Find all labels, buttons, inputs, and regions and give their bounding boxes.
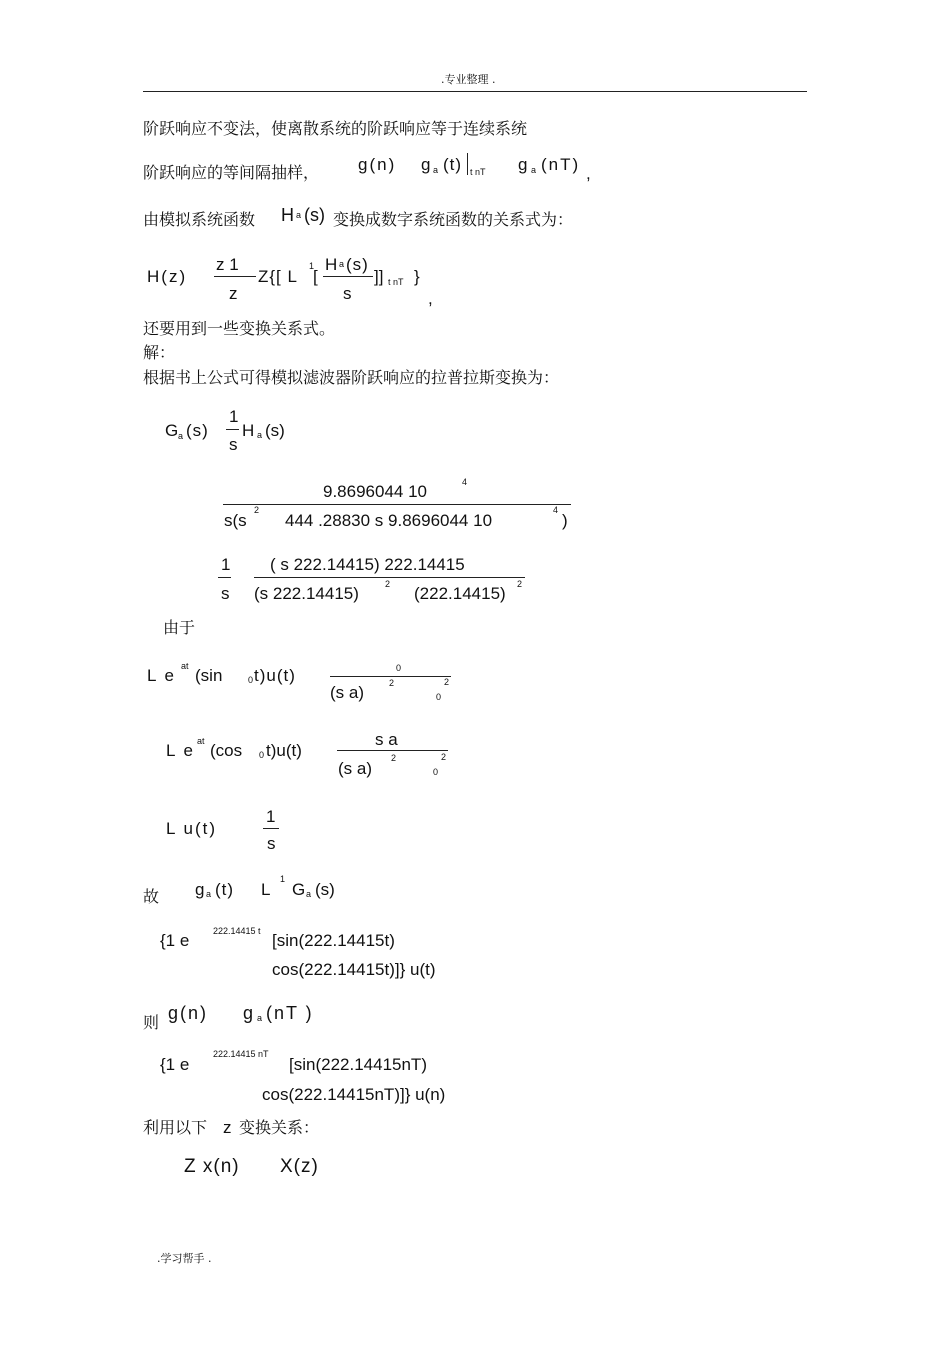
formula-bar-sub: t nT [470,167,486,177]
formula-L1-den: (s a) [330,683,364,702]
formula-f3-1: 1 [221,555,231,574]
formula-Ga-sub: a [178,431,184,441]
formula-ze-sub: a [257,1013,263,1023]
frac-line-big [223,504,571,505]
formula-ga-nT-arg: (nT) [541,155,581,174]
formula-d1-sup: 2 [254,505,260,515]
formula-L3-den: s [267,834,276,853]
formula-n1-sup: 4 [462,477,468,487]
formula-ga-nT: g [518,155,528,174]
formula-L1-num: 0 [396,663,402,673]
formula-Hz: H(z) [147,267,188,286]
formula-f3-denb: (222.14415) [414,584,506,603]
formula-Xz: X(z) [280,1156,319,1177]
formula-f3-dena: (s 222.14415) [254,584,359,603]
formula-ga-t-arg: (t) [443,155,463,174]
text-youyu: 由于 [163,618,196,637]
formula-ze-gn: g(n) [168,1003,209,1023]
formula-gu-arg: (t) [215,880,235,899]
text-line-7b: 变换关系： [239,1118,320,1137]
formula-L3-num: 1 [266,807,276,826]
frac-line-L2 [337,750,448,751]
frac-line-1s [226,429,239,430]
formula-z2: cos(222.14415nT)]} u(n) [262,1085,446,1104]
formula-z1b: [sin(222.14415nT) [289,1055,427,1074]
formula-f3-sup2: 2 [517,579,523,589]
formula-Zx: Z x(n) [184,1156,240,1177]
formula-ga-nT-sub: a [531,165,537,175]
formula-L3a: L u(t) [166,819,218,838]
formula-L2-0: 0 [259,750,265,760]
formula-d1b: 444 .28830 s 9.8696044 10 [285,511,493,530]
formula-Ga-arg: (s) [186,421,209,440]
frac-line-z [214,276,256,277]
formula-L2b: (cos [210,741,243,760]
header-rule [143,91,807,92]
formula-d1a: s(s [224,511,247,530]
page-header: .专业整理 . [441,73,496,86]
text-gu: 故 [143,887,160,906]
formula-s-den: s [343,284,352,303]
text-line-1: 阶跃响应不变法，使离散系统的阶跃响应等于连续系统 [143,119,528,138]
formula-L2-d0: 0 [433,767,439,777]
formula-gu-Ga: (s) [315,880,335,899]
formula-comma-2: , [428,289,433,308]
formula-L1c: t)u(t) [254,666,296,685]
formula-tnT: t nT [388,277,404,287]
formula-HaS-sub: a [339,259,345,269]
formula-g1-sup: 222.14415 t [213,926,261,936]
text-line-3a: 由模拟系统函数 [143,210,256,229]
formula-L1-d0: 0 [436,692,442,702]
formula-Ha-arg: (s) [304,205,325,225]
formula-L1-d2: 2 [389,678,395,688]
formula-g2: cos(222.14415t)]} u(t) [272,960,436,979]
formula-Ha: H [281,205,294,225]
formula-Ha-sub: a [296,210,302,220]
formula-gu-g: g [195,880,205,899]
formula-d1-sup2: 4 [553,505,559,515]
formula-L2-num: s a [375,730,398,749]
formula-n1: 9.8696044 10 [323,482,427,501]
formula-HaS-num: H [325,255,338,274]
formula-lb: [ [313,267,318,286]
text-line-3b: 变换成数字系统函数的关系式为： [333,210,574,229]
formula-gu-G: G [292,880,306,899]
formula-rb: ]] [374,267,384,286]
formula-ze-g: g [243,1003,254,1023]
formula-gu-sub: a [206,889,212,899]
formula-L2-at: at [197,736,205,746]
formula-L2-d2: 2 [391,753,397,763]
formula-L1b: (sin [195,666,223,685]
formula-ze-arg: (nT ) [266,1003,314,1023]
text-line-5: 解： [143,343,176,362]
frac-line-L1 [330,676,451,677]
formula-Ha2-arg: (s) [265,421,285,440]
formula-L1a: L e [147,666,177,685]
formula-L1-0: 0 [248,675,254,685]
text-ze: 则 [143,1013,160,1032]
formula-z1-sup: 222.14415 nT [213,1049,269,1059]
text-line-7a: 利用以下 [143,1118,208,1137]
formula-z1: z 1 [216,255,239,274]
formula-ga-t-sub: a [433,165,439,175]
formula-gu-Gs: a [306,889,312,899]
formula-HaS-arg: (s) [346,255,369,274]
formula-zden: z [229,284,238,303]
evaluation-bar [467,153,468,175]
formula-ga-t: g [421,155,431,174]
formula-L2c: t)u(t) [266,741,302,760]
formula-Zbr: Z{[ L [258,267,298,286]
formula-sup1: 1 [309,261,315,271]
formula-f3-sup1: 2 [385,579,391,589]
text-line-6: 根据书上公式可得模拟滤波器阶跃响应的拉普拉斯变换为： [143,368,560,387]
frac-line-Ha [323,276,373,277]
formula-Ga: G [165,421,179,440]
formula-one: 1 [229,407,239,426]
page-footer: .学习帮手 . [157,1252,212,1265]
formula-L1-d2b: 2 [444,677,450,687]
text-line-2: 阶跃响应的等间隔抽样， [143,163,320,182]
formula-g1a: {1 e [160,931,190,950]
formula-Ha2: H [242,421,255,440]
frac-line-f3a [218,577,231,578]
formula-L2-den: (s a) [338,759,372,778]
formula-L1-at: at [181,661,189,671]
formula-f3-s: s [221,584,230,603]
formula-comma: , [586,164,591,183]
formula-Ha2-sub: a [257,430,263,440]
formula-s1: s [229,435,238,454]
formula-gn: g(n) [358,155,397,174]
formula-g1b: [sin(222.14415t) [272,931,395,950]
frac-line-L3 [263,828,279,829]
frac-line-f3b [254,577,525,578]
formula-gu-L: L [261,880,271,899]
formula-L2-d2b: 2 [441,752,447,762]
formula-l7z: z [223,1118,232,1137]
formula-L2a: L e [166,741,196,760]
formula-rcb: } [414,267,420,286]
formula-z1a: {1 e [160,1055,190,1074]
formula-f3-num: ( s 222.14415) 222.14415 [270,555,465,574]
formula-d1c: ) [562,511,568,530]
text-line-4: 还要用到一些变换关系式。 [143,319,336,338]
formula-gu-sup: 1 [280,874,286,884]
